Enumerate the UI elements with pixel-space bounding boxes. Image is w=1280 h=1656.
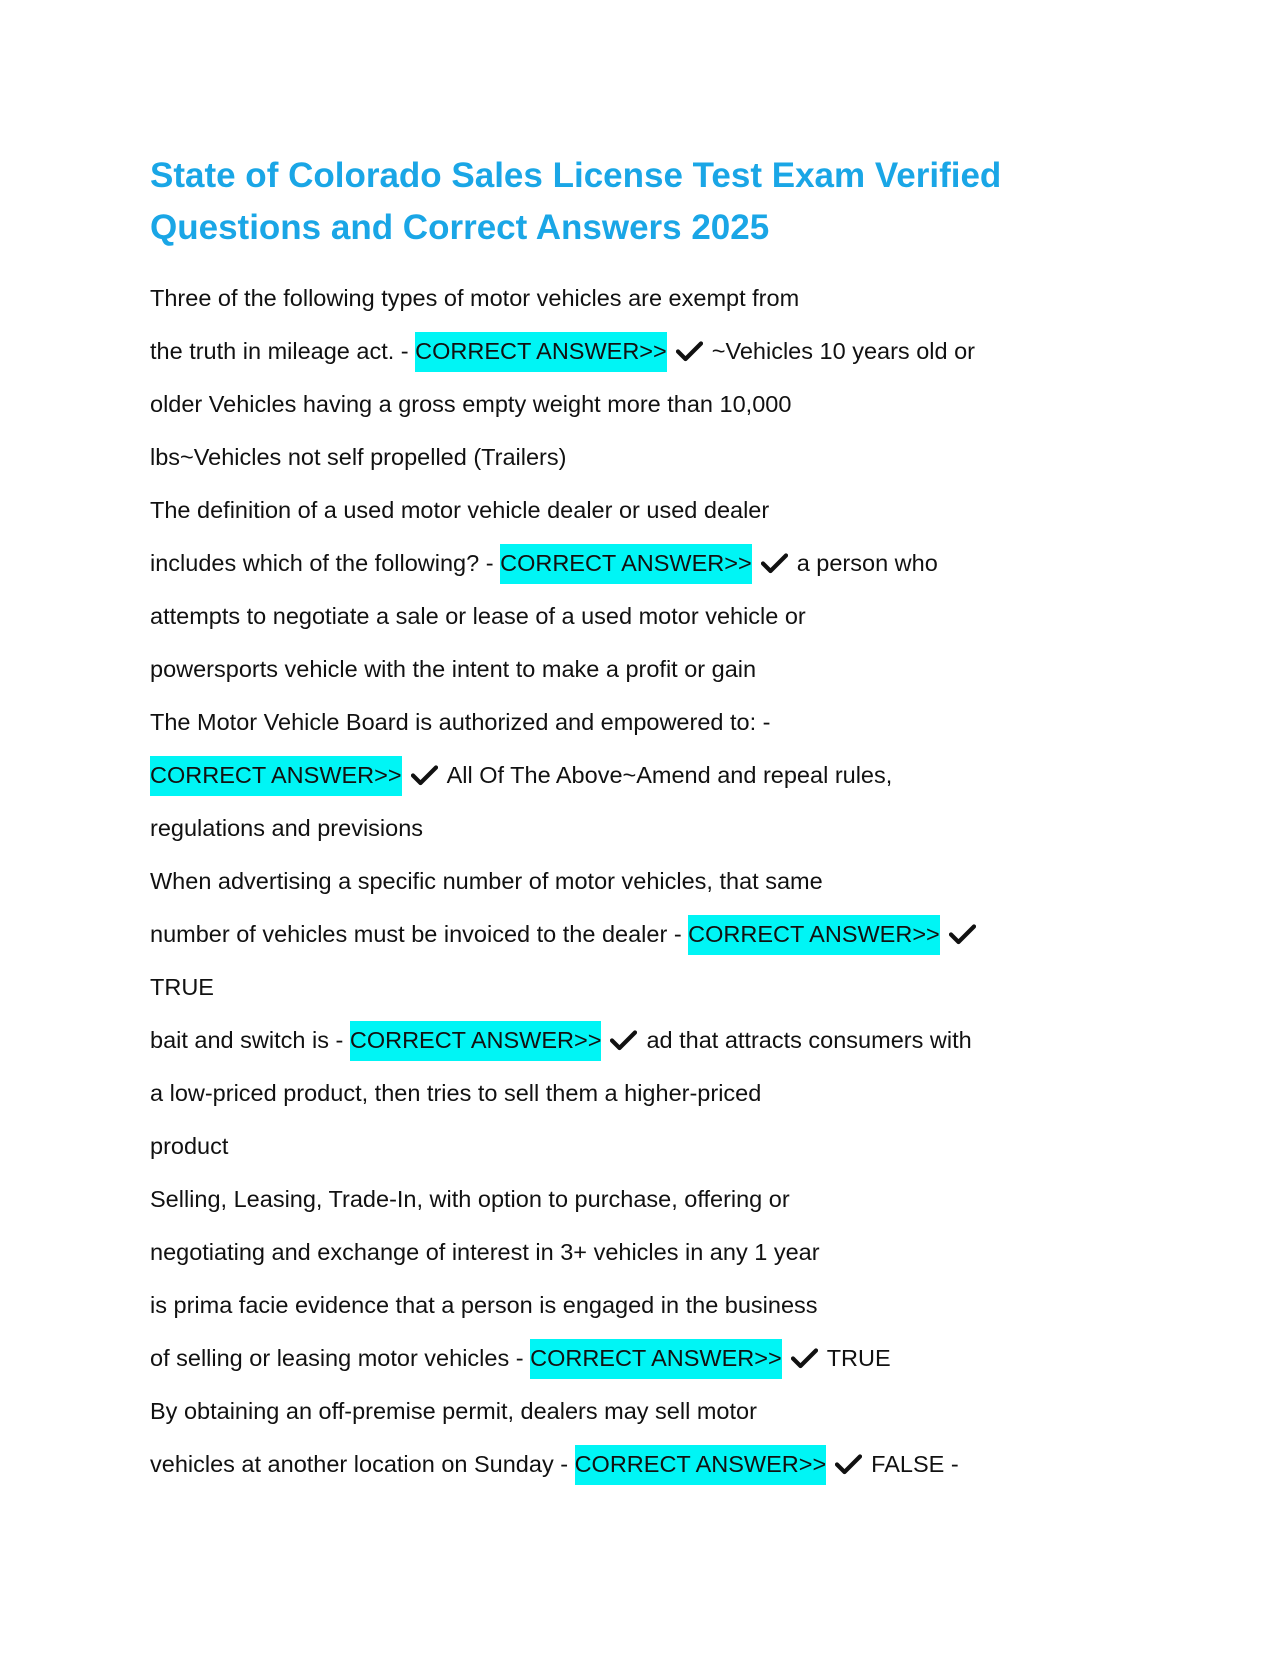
question-text: number of vehicles must be invoiced to the dealer -: [150, 921, 689, 947]
text-line: [150, 537, 1010, 590]
question-text: of selling or leasing motor vehicles -: [150, 1345, 531, 1371]
document-page: [150, 150, 1010, 1491]
text-line: [150, 1385, 1010, 1438]
question-text: The definition of a used motor vehicle dealer or used dealer: [150, 497, 770, 523]
correct-answer-marker: CORRECT ANSWER>>: [530, 1339, 782, 1379]
text-line: [150, 325, 1010, 378]
check-icon: [610, 1029, 637, 1051]
text-line: [150, 1226, 1010, 1279]
correct-answer-marker: CORRECT ANSWER>>: [575, 1445, 827, 1485]
answer-text: product: [150, 1133, 229, 1159]
text-line: [150, 1067, 1010, 1120]
question-text: bait and switch is -: [150, 1027, 350, 1053]
correct-answer-marker: CORRECT ANSWER>>: [150, 756, 402, 796]
check-icon: [676, 340, 703, 362]
answer-text: ad that attracts consumers with: [646, 1027, 972, 1053]
text-line: [150, 378, 1010, 431]
question-text: Selling, Leasing, Trade-In, with option to purchase, offering or: [150, 1186, 790, 1212]
text-line: [150, 484, 1010, 537]
question-text: negotiating and exchange of interest in 3+ vehicles in any 1 year: [150, 1239, 820, 1265]
document-title-line-2: Questions and Correct Answers 2025: [150, 208, 770, 247]
text-line: [150, 1438, 1010, 1491]
text-line: [150, 1173, 1010, 1226]
answer-text: powersports vehicle with the intent to make a profit or gain: [150, 656, 757, 682]
text-line: [150, 643, 1010, 696]
text-line: [150, 961, 1010, 1014]
text-line: [150, 696, 1010, 749]
answer-text: a low-priced product, then tries to sell them a higher-priced: [150, 1080, 762, 1106]
answer-text: lbs~Vehicles not self propelled (Trailers): [150, 444, 567, 470]
answer-text: TRUE: [826, 1345, 891, 1371]
answer-text: older Vehicles having a gross empty weight more than 10,000: [150, 391, 792, 417]
question-text: includes which of the following? -: [150, 550, 501, 576]
question-text: The Motor Vehicle Board is authorized and empowered to: -: [150, 709, 771, 735]
correct-answer-marker: CORRECT ANSWER>>: [500, 544, 752, 584]
text-line: [150, 1332, 1010, 1385]
question-text: By obtaining an off-premise permit, dealers may sell motor: [150, 1398, 757, 1424]
check-icon: [761, 552, 788, 574]
question-text: Three of the following types of motor vehicles are exempt from: [150, 285, 800, 311]
question-text: When advertising a specific number of motor vehicles, that same: [150, 868, 823, 894]
text-line: [150, 590, 1010, 643]
text-line: [150, 908, 1010, 961]
correct-answer-marker: CORRECT ANSWER>>: [688, 915, 940, 955]
check-icon: [411, 764, 438, 786]
text-line: [150, 749, 1010, 802]
correct-answer-marker: CORRECT ANSWER>>: [350, 1021, 602, 1061]
text-line: [150, 1014, 1010, 1067]
document-title-line-1: State of Colorado Sales License Test Exam Verified: [150, 156, 1002, 195]
correct-answer-marker: CORRECT ANSWER>>: [415, 332, 667, 372]
answer-text: All Of The Above~Amend and repeal rules,: [446, 762, 893, 788]
text-line: [150, 855, 1010, 908]
question-text: vehicles at another location on Sunday -: [150, 1451, 575, 1477]
check-icon: [949, 923, 976, 945]
answer-text: TRUE: [150, 974, 214, 1000]
text-line: [150, 802, 1010, 855]
question-text: the truth in mileage act. -: [150, 338, 416, 364]
answer-text: attempts to negotiate a sale or lease of a used motor vehicle or: [150, 603, 806, 629]
text-line: [150, 1120, 1010, 1173]
text-line: [150, 272, 1010, 325]
answer-text: a person who: [796, 550, 938, 576]
document-title: [150, 150, 1010, 254]
text-line: [150, 1279, 1010, 1332]
check-icon: [835, 1453, 862, 1475]
answer-text: ~Vehicles 10 years old or: [711, 338, 975, 364]
answer-text: regulations and previsions: [150, 815, 424, 841]
check-icon: [791, 1347, 818, 1369]
question-text: is prima facie evidence that a person is engaged in the business: [150, 1292, 818, 1318]
answer-text: FALSE -: [871, 1451, 959, 1477]
text-line: [150, 431, 1010, 484]
